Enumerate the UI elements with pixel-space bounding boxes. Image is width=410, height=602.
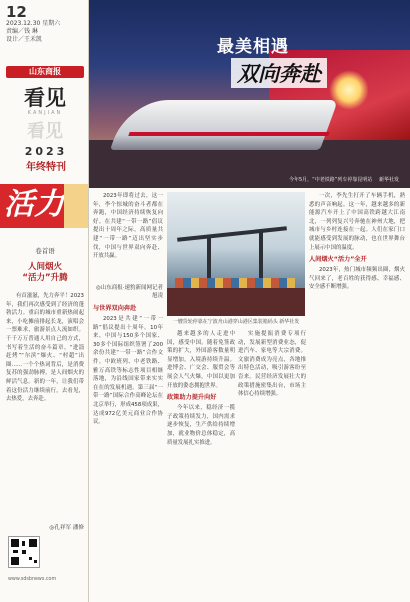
section-title-pinyin: KANJIAN: [27, 110, 63, 116]
article-column-1: [93, 284, 163, 427]
article-text: 2023是共建“一带一路”倡议提出十周年。10年来，中国与150多个国家、30多个国际组织签署了200余份共建“一带一路”合作文件。中欧班列、中老铁路、雅万高铁等标志性项目相继落地，为沿线国家带来实实在在的发展机遇。第三届“一带一路”国际合作高峰论坛在北京举行，形成458项成果，达成972亿美元商业合作协议。: [93, 316, 163, 426]
article-text: 实施提振消费专项行动，发展新型消费业态，促进汽车、家电等大宗消费。文旅消费成为亮点，各地推出特色活动，吸引游客纷至沓来。民营经济发展壮大的政策措施密集出台，市场主体信心持续增强。: [238, 331, 306, 398]
banner-subtitle: 双向奔赴: [231, 58, 327, 88]
editorial-title: 人间烟火 “活力”升腾: [22, 262, 68, 283]
section-char: 活力: [4, 187, 64, 222]
band-decoration: [64, 184, 88, 228]
article-intro-text: 2023年即将过去，这一年，李个惊城的奋斗者都在奔跑，中国经济持续恢复向好。在共建“一带一路”倡议提出十周年之际，高质量共建“一带一路”迈出坚实步伐，中国与世界双向奔赴、开放共赢。: [93, 193, 163, 260]
containers-graphic: [175, 278, 295, 288]
article-intro: [93, 192, 163, 282]
crane-graphic: [177, 226, 287, 241]
page-number: 12: [6, 3, 27, 21]
qr-code[interactable]: [8, 536, 40, 568]
section-title-shadow: 看见: [27, 121, 63, 142]
subheading-3: 人间烟火“活力”全开: [309, 256, 367, 264]
editorial-author: ◎孔祥军 潘修: [49, 525, 84, 531]
train-graphic: [110, 100, 338, 150]
article-byline: ◎山东商报·速豹新闻网记者 旭凌: [95, 285, 163, 299]
ship-graphic: [167, 288, 305, 316]
subheading-2: 政策助力提升向好: [167, 394, 217, 402]
date-block: [6, 4, 86, 44]
editorial-body: 有首滋滋，先力奔平！2023年，我们再次感受到了经济的蓬勃活力。重启的城市重新热闹起来，小吃摊前排起长龙，演唱会一票难求，旅游景点人流如织。千千万万普通人用自己的方式，书写着生活的奋斗篇章。“进淄赶烤”“尔滨”爆火、“村超”出圈……一个个热词背后，是消费复苏的强劲脉搏，是人间烟火的鲜活气息。新的一年，让我们带着这份活力继续前行，去看见，去热爱，去奔赴。: [6, 293, 84, 403]
article-column-2: [167, 330, 235, 447]
brand-logo: 山东商报: [6, 66, 84, 78]
article-column-4: [309, 192, 405, 292]
website-label: www.sdsbnews.com: [8, 577, 57, 582]
year-label: 2023: [24, 145, 68, 158]
editor-note-label: 卷首语: [35, 247, 55, 255]
section-title: 看见: [24, 85, 66, 110]
banner-image: [89, 0, 410, 188]
editor-line: 责编／钱 琳: [6, 28, 38, 35]
design-line: 设计／王禾凯: [6, 36, 43, 43]
issue-date: 2023.12.30 星期六: [6, 20, 61, 27]
port-photo: [167, 192, 305, 316]
subheading-1: 与世界双向奔赴: [93, 305, 137, 312]
banner-title: 最美相遇: [217, 37, 289, 57]
photo-caption: 一艘货轮停靠在宁波舟山港穿山港区集装箱码头 新华社发: [172, 319, 300, 325]
article-text: 今年以来，稳经济一揽子政策持续发力，国内需求逐步恢复，生产供给持续增加，就业物价总体稳定，高质量发展扎实推进。: [167, 405, 235, 446]
banner-credit: 新华社发: [379, 177, 400, 183]
special-issue-label: 年终特刊: [26, 162, 66, 173]
article-column-3: [238, 330, 306, 399]
article-text: 一次，李先生打开了车辆手机，熟悉的声音响起。这一年，越来越多的新能源汽车开上了中国高铁跨越大江南北，一列列复兴号奔驰在神州大地，把城市与乡村连接在一起。人们在家门口就能感受到发展的脉动，也在世界舞台上展示中国的温度。: [309, 193, 405, 251]
article-text: 2023年，热门城市频频出圈，烟火气回来了，老百姓的获得感、幸福感、安全感不断增强。: [309, 267, 405, 291]
section-band: [0, 184, 88, 228]
article-text: 越来越多的人走进中国，感受中国。随着免签政策的扩大，外国游客数量明显增加，入境游持续升温。进博会、广交会、服贸会等展会人气火爆，中国以更加开放的姿态拥抱世界。: [167, 331, 235, 389]
banner-caption: 今年5月，“中老铁路”列车停靠昆明站: [289, 177, 373, 183]
train-stripe: [128, 132, 329, 136]
